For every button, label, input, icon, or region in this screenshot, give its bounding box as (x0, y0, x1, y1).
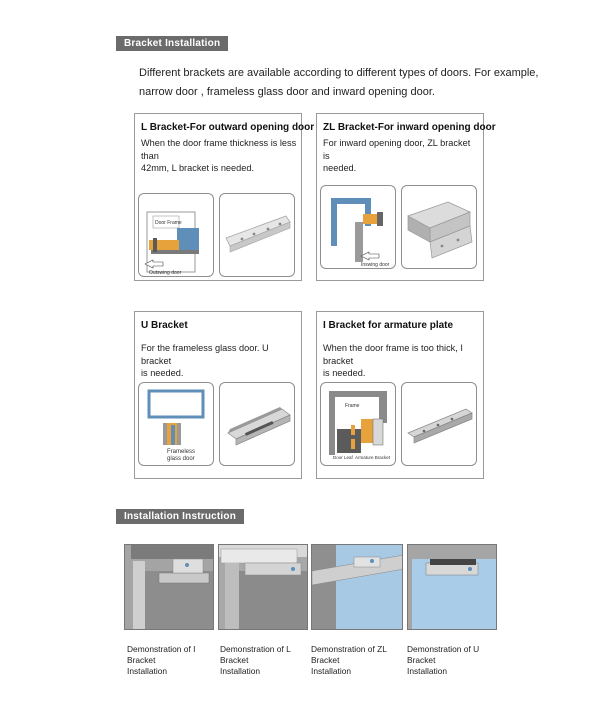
i-bracket-photo (401, 382, 477, 466)
intro-line-2: narrow door , frameless glass door and inward opening door. (139, 86, 435, 98)
caption-u-bracket (407, 644, 503, 677)
zl-bracket-diagram (320, 185, 396, 269)
i-bracket-diagram (320, 382, 396, 466)
card-description (141, 342, 297, 380)
card-description (323, 137, 479, 175)
photo-i-bracket-installation (124, 544, 214, 630)
caption-line-2: Installation (220, 666, 261, 676)
l-bracket-photo (219, 193, 295, 277)
card-desc-line-2: 42mm, L bracket is needed. (141, 163, 255, 173)
diagram-label-glass-door: glass door (167, 456, 195, 462)
diagram-label-door-frame: Door Frame (155, 220, 182, 226)
diagram-label-frameless: Frameless (167, 449, 196, 455)
card-desc-line-2: needed. (323, 163, 357, 173)
section-tag-bracket-installation: Bracket Installation (116, 36, 228, 51)
caption-line-1: Demonstration of L Bracket (220, 644, 291, 665)
card-title: U Bracket (141, 320, 188, 331)
card-desc-line-2: is needed. (141, 368, 184, 378)
card-desc-line-1: When the door frame thickness is less than (141, 138, 297, 161)
card-desc-line-1: When the door frame is too thick, I bracket (323, 343, 463, 366)
card-zl-bracket (316, 113, 496, 281)
card-desc-line-1: For the frameless glass door. U bracket (141, 343, 269, 366)
caption-line-1: Demonstration of U Bracket (407, 644, 480, 665)
card-l-bracket (134, 113, 315, 281)
card-desc-line-2: is needed. (323, 368, 366, 378)
photo-u-bracket-installation (407, 544, 497, 630)
card-desc-line-1: For inward opening door, ZL bracket is (323, 138, 471, 161)
card-i-bracket (316, 311, 484, 479)
u-bracket-diagram (138, 382, 214, 466)
diagram-label-door-leaf: Door Leaf (333, 455, 353, 460)
diagram-label-frame: Frame (345, 403, 360, 409)
caption-line-1: Demonstration of ZL Bracket (311, 644, 387, 665)
card-description (323, 342, 479, 380)
card-u-bracket (134, 311, 302, 479)
intro-line-1: Different brackets are available according to different types of doors. For example, (139, 67, 539, 79)
diagram-label-inswing: Inswing door (361, 262, 390, 268)
photo-l-bracket-installation (218, 544, 308, 630)
caption-zl-bracket (311, 644, 407, 677)
section-tag-installation-instruction: Installation Instruction (116, 509, 244, 524)
caption-line-2: Installation (311, 666, 352, 676)
diagram-label-armature: Armature Bracket (355, 455, 391, 460)
intro-text (139, 64, 559, 102)
u-bracket-photo (219, 382, 295, 466)
caption-l-bracket (220, 644, 316, 677)
caption-line-1: Demonstration of I Bracket (127, 644, 196, 665)
card-title: I Bracket for armature plate (323, 320, 454, 331)
card-title: ZL Bracket-For inward opening door (323, 122, 496, 133)
caption-line-2: Installation (407, 666, 448, 676)
card-title: L Bracket-For outward opening door (141, 122, 315, 133)
l-bracket-diagram (138, 193, 214, 277)
zl-bracket-photo (401, 185, 477, 269)
caption-i-bracket (127, 644, 223, 677)
diagram-label-outswing: Outswing door (149, 270, 182, 276)
caption-line-2: Installation (127, 666, 168, 676)
photo-zl-bracket-installation (311, 544, 403, 630)
card-description (141, 137, 297, 175)
